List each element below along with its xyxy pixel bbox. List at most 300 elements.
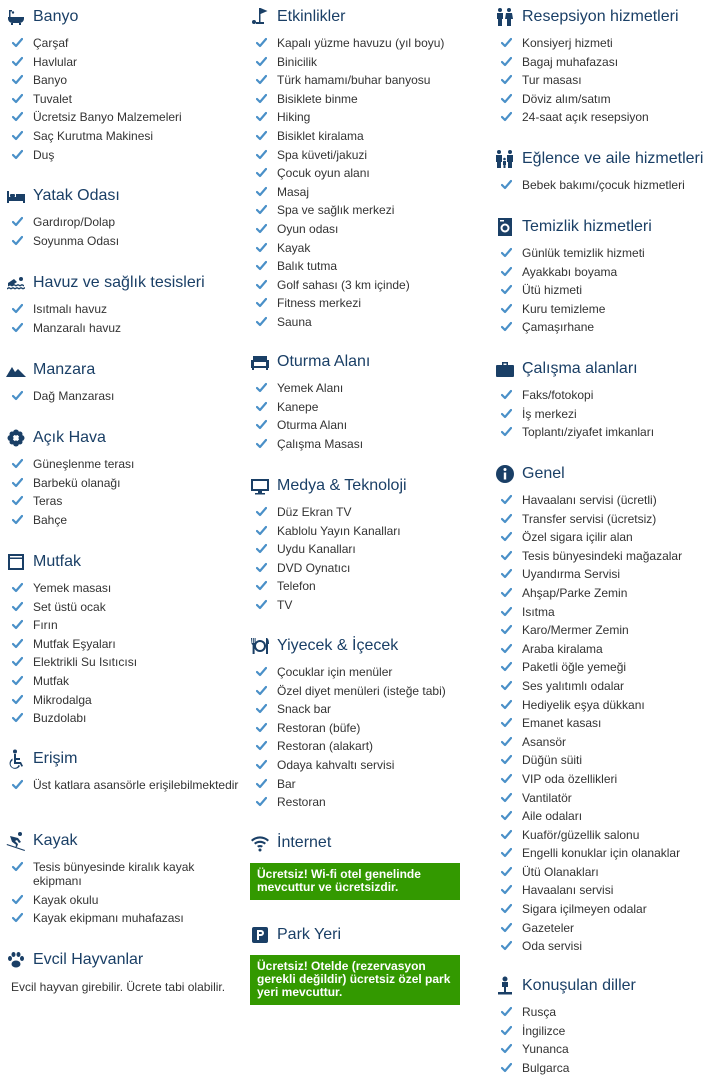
list-item [250, 381, 475, 395]
list-item-label: Gardırop/Dolap [33, 215, 116, 229]
list-item [250, 55, 475, 69]
facility-list [495, 246, 708, 334]
section-header [6, 551, 241, 573]
list-item-label: Tesis bünyesinde kiralık kayak ekipmanı [33, 860, 195, 888]
section-havuz [6, 272, 241, 339]
list-item [495, 302, 708, 316]
list-item [6, 36, 241, 50]
facility-list [6, 860, 241, 925]
list-item-label: Hediyelik eşya dükkanı [522, 697, 645, 712]
list-item [6, 55, 241, 69]
list-item-label: Bahçe [33, 512, 68, 527]
paw-icon [6, 950, 26, 970]
checkmark-icon [256, 543, 267, 554]
list-item-label: Ütü hizmeti [522, 283, 583, 298]
list-item-label: Çocuk oyun alanı [277, 166, 370, 181]
list-item [250, 561, 475, 575]
checkmark-icon [501, 247, 512, 258]
list-item [495, 791, 708, 805]
list-item-label: Kuru temizleme [522, 301, 606, 316]
list-item [495, 1024, 708, 1038]
section-title: Konuşulan diller [522, 977, 636, 994]
list-item-label: Telefon [277, 579, 316, 594]
list-item-label: Kayak okulu [33, 892, 99, 907]
list-item-label: Banyo [33, 73, 68, 88]
list-item [495, 865, 708, 879]
list-item-label: Asansör [522, 734, 567, 749]
checkmark-icon [12, 56, 23, 67]
checkmark-icon [501, 1025, 512, 1036]
section-header [6, 830, 241, 852]
checkmark-icon [501, 699, 512, 710]
list-item [495, 73, 708, 87]
list-item-label: Mutfak Eşyaları [33, 636, 116, 651]
bed-icon [6, 186, 26, 206]
list-item [495, 283, 708, 297]
checkmark-icon [501, 408, 512, 419]
section-yatak-odasi [6, 185, 241, 252]
list-item-label: Düğün süiti [522, 753, 583, 768]
list-item-label: Manzaralı havuz [33, 320, 122, 335]
checkmark-icon [501, 56, 512, 67]
section-title: Etkinlikler [277, 8, 346, 25]
list-item [6, 73, 241, 87]
checkmark-icon [256, 666, 267, 677]
list-item [495, 772, 708, 786]
list-item-label: Yemek Alanı [277, 381, 344, 395]
checkmark-icon [12, 477, 23, 488]
checkmark-icon [12, 694, 23, 705]
checkmark-icon [501, 717, 512, 728]
list-item [495, 660, 708, 674]
section-header [495, 463, 708, 485]
checkmark-icon [256, 297, 267, 308]
list-item-label: Spa ve sağlık merkezi [277, 203, 395, 218]
section-header [250, 6, 475, 28]
section-diller [495, 975, 708, 1079]
section-header [495, 975, 708, 997]
section-title: Çalışma alanları [522, 360, 638, 377]
section-kayak [6, 830, 241, 930]
list-item [495, 55, 708, 69]
list-item [250, 505, 475, 519]
section-note: Evcil hayvan girebilir. Ücrete tabi olabilir. [11, 980, 226, 994]
list-item [495, 846, 708, 860]
section-acik-hava [6, 427, 241, 531]
list-item-label: Soyunma Odası [33, 233, 120, 248]
list-item [250, 739, 475, 753]
free-badge-box [250, 863, 460, 900]
list-item [250, 524, 475, 538]
checkmark-icon [501, 922, 512, 933]
checkmark-icon [256, 279, 267, 290]
list-item [495, 809, 708, 823]
list-item [250, 259, 475, 273]
list-item [495, 493, 708, 507]
list-item [6, 693, 241, 707]
list-item-label: Elektrikli Su Isıtıcısı [33, 655, 138, 670]
list-item-label: Toplantı/ziyafet imkanları [522, 425, 655, 440]
list-item-label: Bar [277, 776, 296, 791]
section-title: Erişim [33, 750, 78, 767]
list-item [250, 777, 475, 791]
list-item-label: Teras [33, 494, 63, 509]
facility-list [250, 505, 475, 612]
checkmark-icon [256, 580, 267, 591]
list-item [250, 418, 475, 432]
checkmark-icon [256, 685, 267, 696]
checkmark-icon [501, 624, 512, 635]
cutlery-icon [250, 636, 270, 656]
list-item-label: Faks/fotokopi [522, 388, 594, 402]
list-item [495, 939, 708, 953]
checkmark-icon [256, 506, 267, 517]
checkmark-icon [501, 773, 512, 784]
list-item-label: Engelli konuklar için olanaklar [522, 846, 681, 861]
list-item [495, 549, 708, 563]
section-title: Resepsiyon hizmetleri [522, 8, 679, 25]
list-item-label: Bebek bakımı/çocuk hizmetleri [522, 178, 685, 192]
checkmark-icon [501, 266, 512, 277]
list-item [250, 721, 475, 735]
checkmark-icon [12, 111, 23, 122]
checkmark-icon [256, 599, 267, 610]
list-item-label: Mikrodalga [33, 692, 92, 707]
list-item-label: Kapalı yüzme havuzu (yıl boyu) [277, 36, 445, 50]
list-item [250, 92, 475, 106]
checkmark-icon [501, 513, 512, 524]
list-item-label: Çamaşırhane [522, 320, 595, 335]
list-item-label: Döviz alım/satım [522, 91, 611, 106]
checkmark-icon [501, 903, 512, 914]
list-item-label: Oyun odası [277, 221, 339, 236]
section-title: İnternet [277, 834, 332, 851]
list-item [495, 1005, 708, 1019]
list-item [250, 278, 475, 292]
list-item [6, 302, 241, 316]
list-item [6, 618, 241, 632]
facility-list [495, 178, 708, 192]
section-header [250, 635, 475, 657]
list-item-label: Restoran (büfe) [277, 720, 361, 735]
list-item [250, 684, 475, 698]
list-item-label: Tesis bünyesindeki mağazalar [522, 548, 683, 563]
list-item-label: Hiking [277, 110, 311, 125]
checkmark-icon [256, 242, 267, 253]
facility-list [495, 493, 708, 953]
checkmark-icon [501, 74, 512, 85]
washing-icon [495, 217, 515, 237]
list-item [495, 623, 708, 637]
list-item [6, 581, 241, 595]
section-header [250, 832, 475, 854]
checkmark-icon [12, 638, 23, 649]
wifi-icon [250, 833, 270, 853]
list-item [250, 166, 475, 180]
list-item [250, 758, 475, 772]
checkmark-icon [501, 179, 512, 190]
list-item-label: Restoran [277, 795, 326, 810]
section-header [6, 949, 241, 971]
list-item [6, 711, 241, 725]
list-item [495, 512, 708, 526]
list-item [6, 778, 241, 792]
checkmark-icon [12, 712, 23, 723]
list-item-label: Saç Kurutma Makinesi [33, 128, 154, 143]
list-item-label: Bagaj muhafazası [522, 54, 619, 69]
list-item [495, 716, 708, 730]
list-item [250, 315, 475, 329]
list-item [250, 296, 475, 310]
free-badge-text: Otelde (rezervasyon gerekli değildir) ücretsiz özel park yeri mevcuttur. [257, 959, 451, 999]
list-item-label: Rusça [522, 1005, 557, 1019]
checkmark-icon [12, 235, 23, 246]
golf-flag-icon [250, 7, 270, 27]
list-item [6, 148, 241, 162]
list-item-label: Buzdolabı [33, 711, 87, 726]
list-item-label: Transfer servisi (ücretsiz) [522, 511, 657, 526]
checkmark-icon [12, 130, 23, 141]
facility-list [6, 389, 241, 403]
checkmark-icon [256, 260, 267, 271]
free-badge-text: Wi-fi otel genelinde mevcuttur ve ücretsizdir. [257, 867, 421, 894]
list-item [495, 425, 708, 439]
list-item [495, 246, 708, 260]
list-item [6, 637, 241, 651]
list-item [250, 36, 475, 50]
list-item-label: Özel diyet menüleri (isteğe tabi) [277, 683, 446, 698]
checkmark-icon [256, 186, 267, 197]
checkmark-icon [501, 37, 512, 48]
list-item-label: Vantilatör [522, 790, 572, 805]
section-header [6, 427, 241, 449]
reception-icon [495, 7, 515, 27]
list-item-label: DVD Oynatıcı [277, 560, 351, 575]
section-erisim [6, 748, 241, 797]
section-header [495, 148, 708, 170]
list-item-label: Aile odaları [522, 809, 583, 824]
checkmark-icon [501, 680, 512, 691]
facility-list [495, 388, 708, 439]
checkmark-icon [256, 130, 267, 141]
facility-list [495, 1005, 708, 1075]
list-item [6, 655, 241, 669]
checkmark-icon [256, 562, 267, 573]
section-header [6, 6, 241, 28]
section-park [250, 924, 475, 1005]
facility-list [250, 381, 475, 451]
checkmark-icon [501, 1043, 512, 1054]
list-item-label: Çarşaf [33, 36, 69, 50]
list-item [6, 92, 241, 106]
list-item-label: Bulgarca [522, 1060, 570, 1075]
list-item [495, 753, 708, 767]
info-icon [495, 464, 515, 484]
list-item [495, 530, 708, 544]
list-item-label: Oturma Alanı [277, 418, 348, 433]
checkmark-icon [12, 37, 23, 48]
checkmark-icon [501, 587, 512, 598]
mountain-icon [6, 360, 26, 380]
list-item-label: Çalışma Masası [277, 436, 364, 451]
parking-icon [250, 925, 270, 945]
list-item [6, 860, 241, 888]
list-item-label: Kuaför/güzellik salonu [522, 827, 640, 842]
facility-list [6, 457, 241, 527]
section-header [250, 351, 475, 373]
list-item-label: Ses yalıtımlı odalar [522, 678, 625, 693]
section-header [6, 272, 241, 294]
section-title: Genel [522, 465, 565, 482]
list-item [250, 542, 475, 556]
list-item-label: Snack bar [277, 702, 332, 717]
checkmark-icon [256, 223, 267, 234]
checkmark-icon [12, 894, 23, 905]
list-item-label: Tuvalet [33, 91, 72, 106]
list-item-label: Ücretsiz Banyo Malzemeleri [33, 110, 182, 125]
checkmark-icon [12, 216, 23, 227]
list-item-label: Ütü Olanakları [522, 864, 599, 879]
list-item-label: VIP oda özellikleri [522, 771, 618, 786]
checkmark-icon [256, 74, 267, 85]
facility-list [250, 665, 475, 809]
checkmark-icon [12, 74, 23, 85]
section-evcil [6, 949, 241, 994]
list-item [495, 605, 708, 619]
list-item [495, 883, 708, 897]
checkmark-icon [501, 661, 512, 672]
monitor-icon [250, 476, 270, 496]
checkmark-icon [501, 389, 512, 400]
list-item [495, 320, 708, 334]
list-item-label: Kablolu Yayın Kanalları [277, 523, 401, 538]
list-item-label: Üst katlara asansörle erişilebilmektedir [33, 778, 239, 792]
checkmark-icon [501, 829, 512, 840]
checkmark-icon [501, 303, 512, 314]
section-title: Yiyecek & İçecek [277, 637, 399, 654]
list-item-label: Havaalanı servisi (ücretli) [522, 493, 657, 507]
list-item-label: Isıtma [522, 604, 555, 619]
list-item-label: Golf sahası (3 km içinde) [277, 277, 410, 292]
list-item-label: Bisiklete binme [277, 91, 358, 106]
list-item-label: Kayak [277, 240, 311, 255]
list-item [495, 902, 708, 916]
section-calisma [495, 358, 708, 444]
checkmark-icon [12, 495, 23, 506]
section-title: Manzara [33, 361, 96, 378]
section-header [495, 216, 708, 238]
list-item [495, 92, 708, 106]
section-header [495, 358, 708, 380]
section-genel [495, 463, 708, 958]
checkmark-icon [501, 321, 512, 332]
list-item-label: Mutfak [33, 673, 70, 688]
section-title: Park Yeri [277, 926, 342, 943]
list-item [495, 265, 708, 279]
list-item [495, 735, 708, 749]
list-item-label: Restoran (alakart) [277, 739, 374, 754]
list-item-label: Türk hamamı/buhar banyosu [277, 73, 431, 88]
checkmark-icon [256, 37, 267, 48]
checkmark-icon [12, 514, 23, 525]
facility-list [6, 36, 241, 162]
list-item-label: Günlük temizlik hizmeti [522, 246, 645, 260]
section-header [6, 748, 241, 770]
list-item-label: Paketli öğle yemeği [522, 660, 627, 675]
section-title: Evcil Hayvanlar [33, 951, 144, 968]
checkmark-icon [256, 93, 267, 104]
list-item-label: Emanet kasası [522, 716, 602, 731]
list-item-label: Duş [33, 147, 55, 162]
list-item [495, 407, 708, 421]
checkmark-icon [501, 754, 512, 765]
list-item-label: Yemek masası [33, 581, 112, 595]
free-badge-label: Ücretsiz! [257, 867, 308, 881]
facility-list [250, 36, 475, 329]
section-title: Medya & Teknoloji [277, 477, 407, 494]
list-item [6, 215, 241, 229]
checkmark-icon [256, 740, 267, 751]
list-item-label: Karo/Mermer Zemin [522, 623, 629, 638]
checkmark-icon [256, 722, 267, 733]
wheelchair-icon [6, 749, 26, 769]
facility-list [6, 302, 241, 335]
list-item [6, 476, 241, 490]
swimmer-icon [6, 273, 26, 293]
list-item [495, 567, 708, 581]
checkmark-icon [501, 792, 512, 803]
skier-icon [6, 831, 26, 851]
section-title: Banyo [33, 8, 79, 25]
section-resepsiyon [495, 6, 708, 129]
speaker-icon [495, 976, 515, 996]
list-item-label: Özel sigara içilir alan [522, 530, 633, 545]
list-item-label: Araba kiralama [522, 641, 603, 656]
list-item [250, 73, 475, 87]
list-item-label: Fitness merkezi [277, 296, 362, 311]
checkmark-icon [256, 525, 267, 536]
checkmark-icon [501, 93, 512, 104]
checkmark-icon [256, 796, 267, 807]
sofa-icon [250, 352, 270, 372]
facility-list [6, 581, 241, 725]
checkmark-icon [12, 912, 23, 923]
checkmark-icon [12, 779, 23, 790]
list-item [250, 795, 475, 809]
list-item-label: Sigara içilmeyen odalar [522, 902, 647, 917]
list-item [250, 110, 475, 124]
list-item-label: Fırın [33, 618, 58, 633]
list-item-label: Gazeteler [522, 920, 575, 935]
facility-list [6, 778, 241, 792]
checkmark-icon [12, 675, 23, 686]
facility-list [6, 215, 241, 248]
section-temizlik [495, 216, 708, 339]
checkmark-icon [501, 1006, 512, 1017]
section-banyo [6, 6, 241, 166]
list-item-label: İş merkezi [522, 406, 577, 421]
checkmark-icon [501, 531, 512, 542]
list-item [250, 702, 475, 716]
facility-list [495, 36, 708, 124]
section-internet [250, 832, 475, 900]
checkmark-icon [256, 316, 267, 327]
section-header [495, 6, 708, 28]
list-item [495, 1042, 708, 1056]
list-item [6, 110, 241, 124]
checkmark-icon [501, 866, 512, 877]
list-item [6, 494, 241, 508]
